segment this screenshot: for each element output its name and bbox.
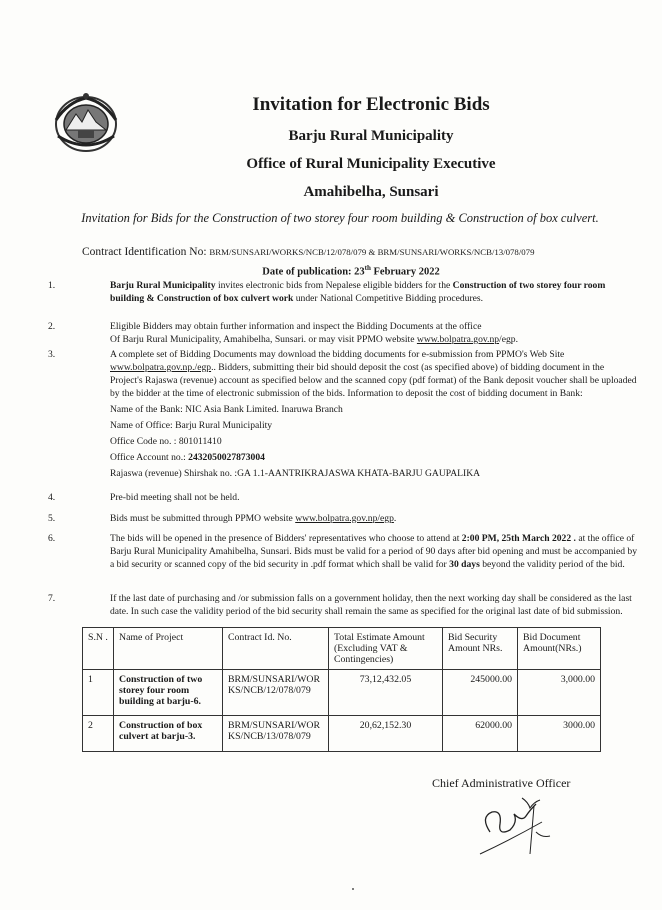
item-text: The bids will be opened in the presence of Bidders' representatives who choose to attend at — [110, 533, 462, 544]
publication-date — [0, 264, 662, 278]
list-item-6 — [48, 532, 638, 571]
ppmo-website-link[interactable]: www.bolpatra.gov.np/egp — [295, 513, 394, 524]
list-item-5 — [48, 512, 638, 525]
table-cell: 2 — [83, 716, 114, 752]
item-text: beyond the validity period of the bid. — [479, 559, 625, 570]
item-number: 6. — [48, 533, 56, 544]
table-cell: 3,000.00 — [518, 670, 601, 716]
office-name: Office of Rural Municipality Executive — [246, 156, 496, 172]
table-cell: 1 — [83, 670, 114, 716]
table-header-cell: Contract Id. No. — [223, 628, 329, 670]
item-text: If the last date of purchasing and /or submission falls on a government holiday, then the next working day shall be considered as the last date. In such case the validity period of the bid security shall remain the same as specified for the original last date of bid submission. — [110, 593, 632, 617]
bid-table — [82, 627, 601, 752]
table-header-cell: Name of Project — [114, 628, 223, 670]
item-number: 1. — [48, 280, 56, 291]
table-cell: 20,62,152.30 — [329, 716, 443, 752]
item-text: .. Bidders, submitting their bid should deposit the cost (as specified above) of bidding document in the Project's Rajaswa (revenue) account as specified below and the scanned copy (pdf format) of the Bank deposit voucher shall be uploaded by the bidder at the time of electronic submission of the bids. Information to deposit the cost of bidding document in Bank: — [110, 362, 637, 399]
organization-name: Barju Rural Municipality — [288, 128, 454, 144]
table-cell: 62000.00 — [443, 716, 518, 752]
table-header-cell: S.N . — [83, 628, 114, 670]
item-text: Bids must be submitted through PPMO website — [110, 513, 296, 524]
table-row — [83, 670, 601, 716]
document-title: Invitation for Electronic Bids — [252, 94, 490, 115]
list-item-7 — [48, 592, 638, 618]
account-value: 2432050027873004 — [188, 452, 265, 463]
subtitle-project: Construction of two storey four room building & Construction of box culvert. — [212, 211, 599, 225]
item-text: 2:00 PM, 25th March 2022 . — [461, 533, 576, 544]
table-cell: Construction of two storey four room building at barju-6. — [114, 670, 223, 716]
item-text: Pre-bid meeting shall not be held. — [110, 492, 240, 503]
item-text: invites electronic bids from Nepalese eligible bidders for the — [215, 280, 453, 291]
item-number: 5. — [48, 513, 56, 524]
list-item-1 — [48, 279, 638, 305]
item-text: at the office of Barju Rural Municipality Amahibelha, Sunsari. Bids must be valid for a period of 90 days after bid opening and must be accompanied by a bid security or scanned copy of the bid security in .pdf format which shall be valid for — [110, 533, 638, 570]
bank-name: Name of the Bank: NIC Asia Bank Limited. Inaruwa Branch — [110, 404, 343, 415]
signer-title: Chief Administrative Officer — [432, 776, 571, 790]
item-text: /egp. — [499, 334, 518, 345]
signature-icon — [470, 792, 580, 862]
scan-speck — [352, 888, 354, 890]
location-name: Amahibelha, Sunsari — [303, 184, 439, 200]
item-text: A complete set of Bidding Documents may download the bidding documents for e-submission from PPMO's Web Site — [110, 349, 565, 360]
table-header-cell: Total Estimate Amount (Excluding VAT & Contingencies) — [329, 628, 443, 670]
item-text: Eligible Bidders may obtain further information and inspect the Bidding Documents at the office — [110, 321, 482, 332]
ppmo-website-link[interactable]: www.bolpatra.gov.np./egp — [110, 362, 212, 373]
item-number: 2. — [48, 321, 56, 332]
publication-rest: February 2022 — [370, 266, 440, 278]
item-number: 4. — [48, 492, 56, 503]
item-text: Construction of two storey four room building & Construction of box culvert work — [110, 280, 606, 304]
table-header-row — [83, 628, 601, 670]
table-header-cell: Bid Document Amount(NRs.) — [518, 628, 601, 670]
table-cell: BRM/SUNSARI/WORKS/NCB/13/078/079 — [223, 716, 329, 752]
office-name-line: Name of Office: Barju Rural Municipality — [110, 420, 273, 431]
list-item-3 — [48, 348, 638, 480]
publication-sup: th — [364, 264, 371, 272]
item-text: under National Competitive Bidding procedures. — [293, 293, 484, 304]
list-item-4 — [48, 491, 638, 504]
item-number: 7. — [48, 593, 56, 604]
publication-label: Date of publication: 23 — [262, 266, 365, 278]
rajaswa-line: Rajaswa (revenue) Shirshak no. :GA 1.1-AANTRIKRAJASWA KHATA-BARJU GAUPALIKA — [110, 468, 481, 479]
ppmo-website-link[interactable]: www.bolpatra.gov.np — [416, 334, 500, 345]
table-row — [83, 716, 601, 752]
item-text: Of Barju Rural Municipality, Amahibelha, Sunsari. or may visit PPMO website — [110, 334, 417, 345]
subtitle — [80, 210, 600, 226]
table-cell: Construction of box culvert at barju-3. — [114, 716, 223, 752]
table-cell: 73,12,432.05 — [329, 670, 443, 716]
contract-numbers: BRM/SUNSARI/WORKS/NCB/12/078/079 & BRM/SUNSARI/WORKS/NCB/13/078/079 — [209, 247, 535, 257]
item-text: . — [393, 513, 397, 524]
table-cell: 245000.00 — [443, 670, 518, 716]
table-header-cell: Bid Security Amount NRs. — [443, 628, 518, 670]
subtitle-prefix: Invitation for Bids for the — [81, 211, 213, 225]
office-code: Office Code no. : 801011410 — [110, 436, 222, 447]
table-cell: 3000.00 — [518, 716, 601, 752]
item-number: 3. — [48, 349, 56, 360]
contract-label: Contract Identification No: — [82, 246, 210, 258]
item-text: 30 days — [449, 559, 480, 570]
contract-identification — [82, 246, 642, 258]
list-item-2 — [48, 320, 638, 346]
table-cell: BRM/SUNSARI/WORKS/NCB/12/078/079 — [223, 670, 329, 716]
item-text: Barju Rural Municipality — [110, 280, 216, 291]
account-label: Office Account no.: — [110, 452, 189, 463]
